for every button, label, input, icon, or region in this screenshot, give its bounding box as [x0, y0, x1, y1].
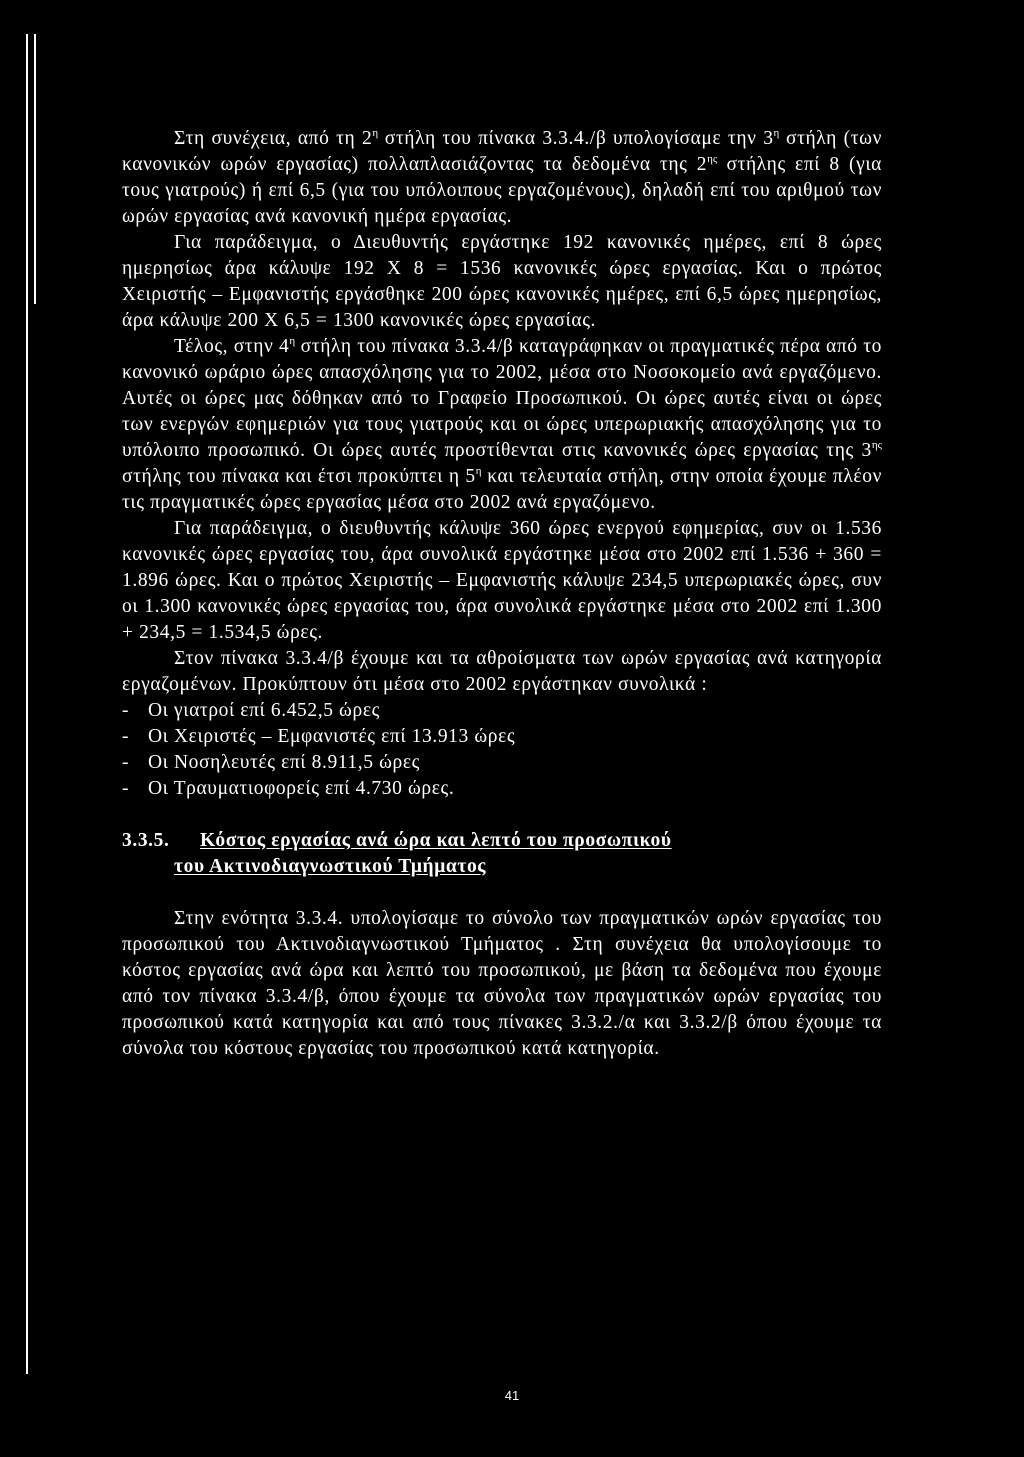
- list-item-text: Οι Νοσηλευτές επί 8.911,5 ώρες: [148, 752, 420, 773]
- text-run: στήλη (των κανονικών ωρών εργασίας) πολλαπλασιάζοντας τα δεδομένα της 2: [122, 128, 882, 175]
- list-item-text: Οι Τραυματιοφορείς επί 4.730 ώρες.: [148, 778, 455, 799]
- paragraph-totals-intro: Στον πίνακα 3.3.4/β έχουμε και τα αθροίσματα των ωρών εργασίας ανά κατηγορία εργαζομένων. Προκύπτουν ότι μέσα στο 2002 εργάστηκαν συνολικά :: [122, 648, 882, 695]
- list-item: [122, 724, 882, 750]
- paragraph-example-normal-hours: Για παράδειγμα, ο Διευθυντής εργάστηκε 192 κανονικές ημέρες, επί 8 ώρες ημερησίως άρα κάλυψε 192 Χ 8 = 1536 κανονικές ώρες εργασίας. Και ο πρώτος Χειριστής – Εμφανιστής εργάσθηκε 200 ώρες κανονικές ημέρες, επί 6,5 ώρες ημερησίως, άρα κάλυψε 200 Χ 6,5 = 1300 κανονικές ώρες εργασίας.: [122, 232, 882, 331]
- page-number: 41: [504, 1388, 520, 1403]
- list-item: [122, 776, 882, 802]
- text-run: στήλης επί 8 (για τους γιατρούς) ή επί 6,5 (για του υπόλοιπους εργαζομένους), δηλαδή επί του αριθμού των ωρών εργασίας ανά κανονική ημέρα εργασίας.: [122, 154, 882, 227]
- superscript: η: [289, 335, 296, 347]
- list-dash: -: [122, 700, 130, 721]
- list-item: [122, 750, 882, 776]
- text-run: Τέλος, στην 4: [174, 336, 290, 357]
- page-content: [122, 126, 882, 1062]
- paragraph-extra-hours: [122, 334, 882, 516]
- scan-edge-line: [26, 34, 28, 1374]
- list-item-text: Οι Χειριστές – Εμφανιστές επί 13.913 ώρες: [148, 726, 516, 747]
- list-item-text: Οι γιατροί επί 6.452,5 ώρες: [148, 700, 380, 721]
- superscript: η: [475, 465, 482, 477]
- superscript: ης: [871, 439, 882, 451]
- scan-edge-line-short: [34, 34, 36, 304]
- superscript: ης: [707, 153, 718, 165]
- paragraph-column-method: [122, 126, 882, 230]
- superscript: η: [372, 127, 379, 139]
- superscript: η: [773, 127, 780, 139]
- section-title-part-1: Κόστος εργασίας ανά ώρα και λεπτό του προσωπικού: [200, 830, 672, 851]
- list-item: [122, 698, 882, 724]
- text-run: Στη συνέχεια, από τη 2: [174, 128, 373, 149]
- section-title-part-2: του Ακτινοδιαγνωστικού Τμήματος: [174, 856, 487, 877]
- totals-list: [122, 698, 882, 802]
- paragraph-cost-intro: Στην ενότητα 3.3.4. υπολογίσαμε το σύνολο των πραγματικών ωρών εργασίας του προσωπικού του Ακτινοδιαγνωστικού Τμήματος . Στη συνέχεια θα υπολογίσουμε το κόστος εργασίας ανά ώρα και λεπτό του προσωπικού, με βάση τα δεδομένα που έχουμε από τον πίνακα 3.3.4/β, όπου έχουμε τα σύνολα των πραγματικών ωρών εργασίας του προσωπικού κατά κατηγορία και από τους πίνακες 3.3.2./α και 3.3.2/β όπου έχουμε τα σύνολα του κόστους εργασίας του προσωπικού κατά κατηγορία.: [122, 908, 882, 1059]
- text-run: στήλη του πίνακα 3.3.4/β καταγράφηκαν οι πραγματικές πέρα από το κανονικό ωράριο ώρες απασχόλησης για το 2002, μέσα στο Νοσοκομείο ανά εργαζόμενο. Αυτές οι ώρες μας δόθηκαν από το Γραφείο Προσωπικού. Οι ώρες αυτές είναι οι ώρες των ενεργών εφημεριών για τους γιατρούς και οι ώρες υπερωριακής απασχόλησης για το υπόλοιπο προσωπικό. Οι ώρες αυτές προστίθενται στις κανονικές ώρες εργασίας της 3: [122, 336, 882, 461]
- list-dash: -: [122, 752, 130, 773]
- section-heading: [122, 828, 882, 880]
- paragraph-example-total-hours: Για παράδειγμα, ο διευθυντής κάλυψε 360 ώρες ενεργού εφημερίας, συν οι 1.536 κανονικές ώρες εργασίας του, άρα συνολικά εργάστηκε μέσα στο 2002 επί 1.536 + 360 = 1.896 ώρες. Και ο πρώτος Χειριστής – Εμφανιστής κάλυψε 234,5 υπερωριακές ώρες, συν οι 1.300 κανονικές ώρες εργασίας του, άρα συνολικά εργάστηκε μέσα στο 2002 επί 1.300 + 234,5 = 1.534,5 ώρες.: [122, 518, 882, 643]
- section-heading-line-1: [122, 828, 882, 854]
- section-number: 3.3.5.: [122, 830, 170, 851]
- spacer: [122, 880, 882, 906]
- text-run: και τελευταία στήλη, στην οποία έχουμε πλέον τις πραγματικές ώρες εργασίας μέσα στο 2002 ανά εργαζόμενο.: [122, 466, 882, 513]
- text-run: στήλη του πίνακα 3.3.4./β υπολογίσαμε την 3: [378, 128, 774, 149]
- text-run: στήλης του πίνακα και έτσι προκύπτει η 5: [122, 466, 476, 487]
- list-dash: -: [122, 778, 130, 799]
- list-dash: -: [122, 726, 130, 747]
